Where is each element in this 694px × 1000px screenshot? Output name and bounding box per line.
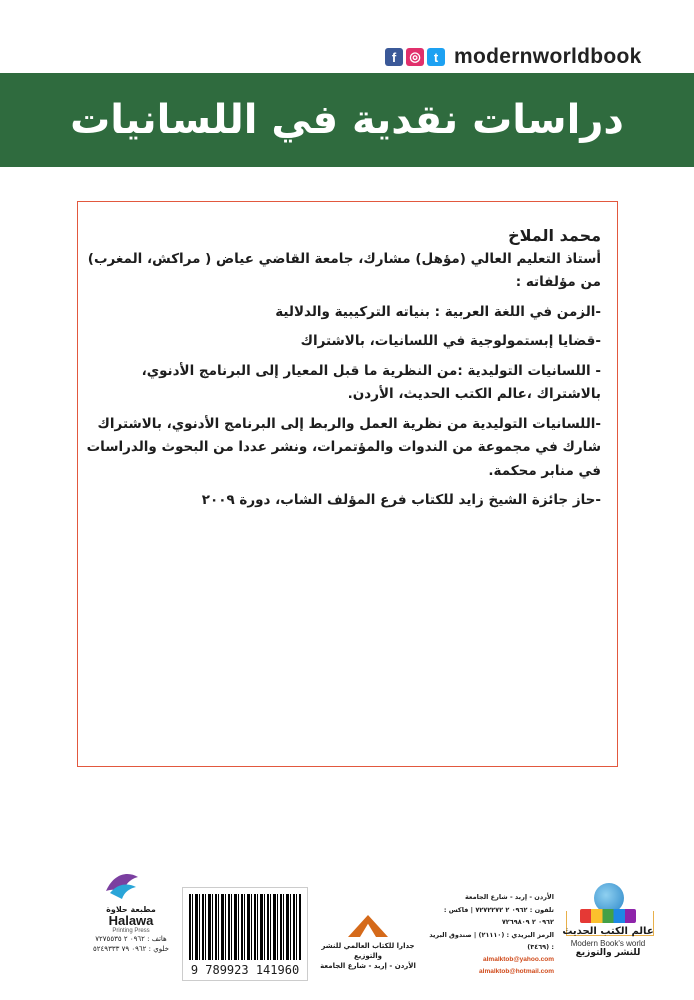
contact-address: الأردن - إربد - شارع الجامعة <box>464 893 554 901</box>
site-name[interactable]: modernworldbook <box>454 45 642 68</box>
barcode-bars <box>189 894 301 960</box>
work-item: - اللسانيات التوليدية :من النظرية ما قبل المعيار إلى البرنامج الأدنوي، بالاشتراك ،عالم الكتب الحديث، الأردن. <box>141 362 601 402</box>
globe-books-icon <box>580 883 636 923</box>
printer-phone: هاتف : ٠٩٦٢ ٢ ٧٢٧٥٥٣٥ <box>95 935 167 943</box>
instagram-icon[interactable]: ◎ <box>406 48 424 66</box>
author-name: محمد الملاخ <box>508 226 601 245</box>
printer-info <box>76 905 186 954</box>
contact-postal: الرمز البريدي : (٢١١١٠) | صندوق البريد : (٣٤٦٩) <box>429 930 554 951</box>
distributor-info <box>318 915 418 971</box>
isbn-barcode <box>182 887 308 981</box>
distributor-logo-icon <box>348 915 388 937</box>
twitter-icon[interactable]: t <box>427 48 445 66</box>
author-bio-box <box>77 201 618 767</box>
title-banner <box>0 73 694 167</box>
distributor-line2: الأردن - إربد - شارع الجامعة <box>320 962 416 970</box>
contact-phone: تلفون : ٠٩٦٢ ٢ ٧٢٧٢٢٧٢ | فاكس : ٠٩٦٢ ٢ ٧٢٦٩٨٠٩ <box>443 905 554 926</box>
contact-email[interactable]: almalktob@yahoo.com <box>483 955 554 963</box>
distributor-line1: جدارا للكتاب العالمي للنشر والتوزيع <box>321 942 415 960</box>
book-title: دراسات نقدية في اللسانيات <box>70 97 624 143</box>
publisher-name-en: Modern Book's world <box>570 939 646 948</box>
work-item: -اللسانيات التوليدية من نظرية العمل والربط إلى البرنامج الأدنوي، بالاشتراك شارك في مجموعة من الندوات والمؤتمرات، ونشر عددا من البحوث والدراسات في منابر محكمة. <box>86 415 601 479</box>
work-item: -حاز جائزة الشيخ زايد للكتاب فرع المؤلف الشاب، دورة ٢٠٠٩ <box>201 492 601 508</box>
social-bar <box>385 45 642 69</box>
publisher-name-ar: عالم الكتب الحديث <box>562 926 654 937</box>
printer-logo-icon <box>102 867 142 903</box>
work-item: -الزمن في اللغة العربية : بنياته التركيبية والدلالية <box>275 303 601 320</box>
publisher-subtitle: للنشر والتوزيع <box>575 948 641 958</box>
isbn-number: 9 789923 141960 <box>190 963 300 977</box>
author-position: أستاذ التعليم العالي (مؤهل) مشارك، جامعة القاضي عياض ( مراكش، المغرب) <box>87 250 601 267</box>
work-item: -قضايا إبستمولوجية في اللسانيات، بالاشتراك <box>300 333 601 349</box>
printer-name-en: Halawa <box>108 913 154 928</box>
facebook-icon[interactable]: f <box>385 48 403 66</box>
footer <box>0 875 694 985</box>
bio-text <box>78 224 617 513</box>
works-heading: من مؤلفاته : <box>515 274 601 290</box>
printer-mobile: خلوي : ٠٩٦٢ ٧٩ ٥٢٤٩٣٣٣ <box>93 945 169 953</box>
printer-subtitle: Printing Press <box>112 928 150 934</box>
publisher-logo <box>560 883 656 958</box>
contact-email[interactable]: almalktob@hotmail.com <box>479 968 554 975</box>
publisher-contact <box>426 891 554 979</box>
printer-name-ar: مطبعة حلاوة <box>106 905 156 914</box>
